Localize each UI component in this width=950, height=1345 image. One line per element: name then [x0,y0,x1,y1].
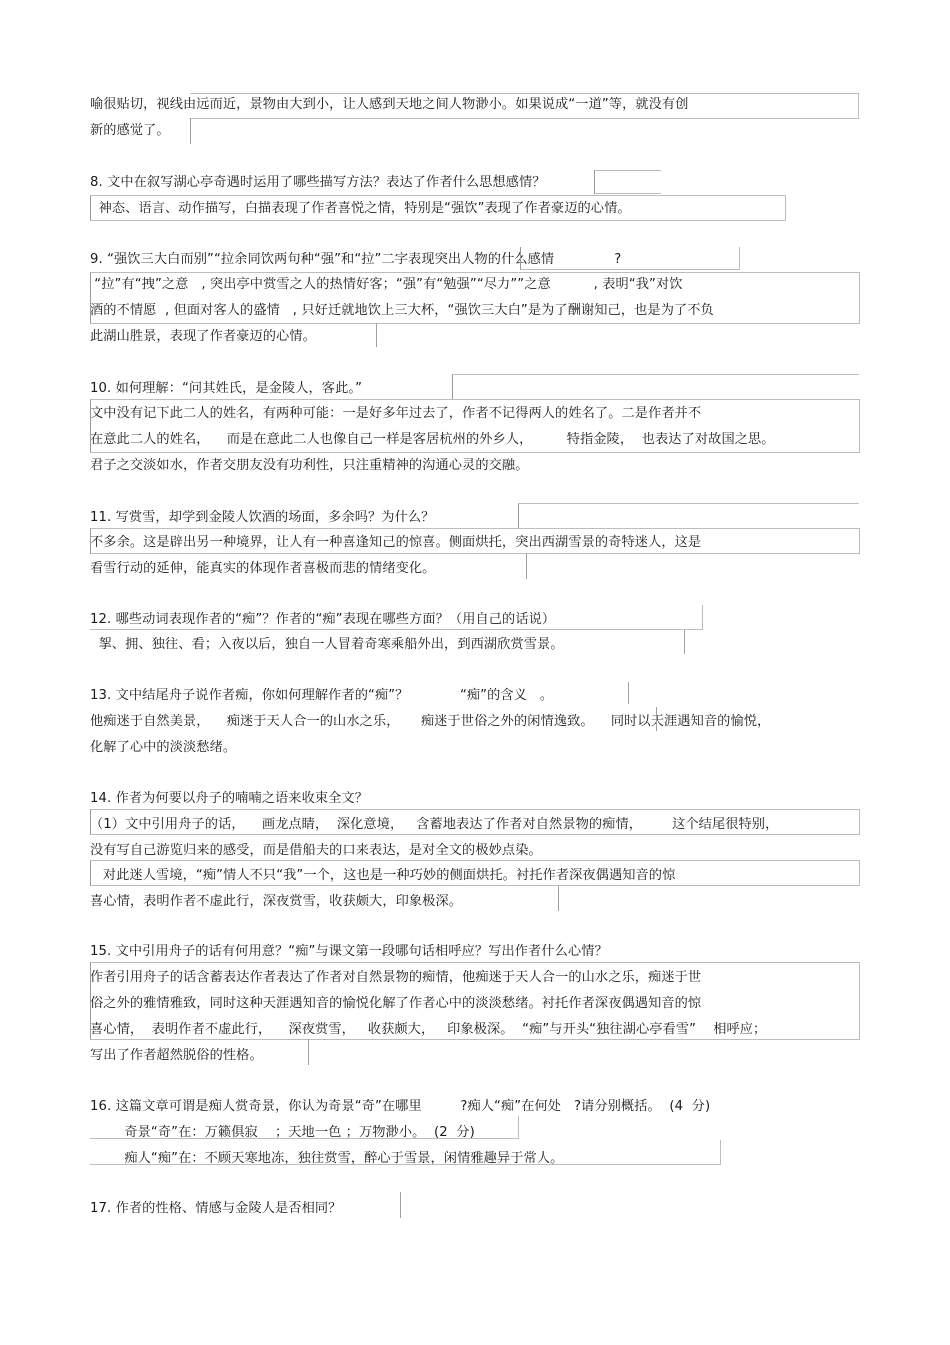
annotation-tick [190,118,191,144]
q9-answer-line-3: 此湖山胜景，表现了作者豪迈的心情。 [90,329,316,344]
q12-answer-line-1: 挐、拥、独往、看；入夜以后，独自一人冒着奇寒乘船外出，到西湖欣赏雪景。 [90,637,564,652]
q13-answer-line-1: 他痴迷于自然美景， 痴迷于天人合一的山水之乐， 痴迷于世俗之外的闲情逸致。 同时以天涯遇知音的愉悦， [90,714,771,729]
q10-answer-line-2: 在意此二人的姓名， 而是在意此二人也像自己一样是客居杭州的外乡人， 特指金陵， 也表达了对故国之思。 [90,432,775,447]
annotation-tick [628,682,629,704]
q14-answer-line-1: （1）文中引用舟子的话， 画龙点睛， 深化意境， 含蓄地表达了作者对自然景物的痴情， 这个结尾很特别， [90,817,779,832]
q14-answer-line-2: 没有写自己游览归来的感受，而是借船夫的口来表达，是对全文的极妙点染。 [90,843,542,858]
annotation-tick [684,630,685,654]
q13-question: 13. 文中结尾舟子说作者痴，你如何理解作者的“痴”？ “痴”的含义 。 [90,688,554,703]
annotation-box [452,374,859,400]
q12-question: 12. 哪些动词表现作者的“痴”？作者的“痴”表现在哪些方面？（用自己的话说） [90,612,556,627]
q15-answer-line-2: 俗之外的雅情雅致，同时这种天涯遇知音的愉悦化解了作者心中的淡淡愁绪。衬托作者深夜偶遇知音的惊 [90,996,702,1011]
q17-question: 17. 作者的性格、情感与金陵人是否相同？ [90,1201,342,1216]
annotation-tick [526,553,527,579]
q16-answer-line-1: 奇景“奇”在：万籁俱寂 ；天地一色 ；万物渺小。 (2 分) [90,1125,475,1140]
intro-line-2: 新的感觉了。 [90,123,170,138]
q14-answer-line-4: 喜心情，表明作者不虚此行，深夜赏雪，收获颇大，印象极深。 [90,894,463,909]
q10-question: 10. 如何理解：“问其姓氏，是金陵人，客此。” [90,381,363,396]
annotation-tick [376,323,377,347]
q9-question: 9. “强饮三大白而别”“拉余同饮两句种“强”和“拉”二字表现突出人物的什么感情 ? [90,252,622,267]
q9-answer-line-2: 酒的不情愿 , 但面对客人的盛情 , 只好迁就地饮上三大杯，“强饮三大白”是为了酬谢知己，也是为了不负 [90,303,714,318]
q8-answer-line-1: 神态、语言、动作描写，白描表现了作者喜悦之情，特别是“强饮”表现了作者豪迈的心情。 [90,201,631,216]
q11-answer-line-1: 不多余。这是辟出另一种境界，让人有一种喜逢知己的惊喜。侧面烘托，突出西湖雪景的奇特迷人，这是 [90,535,702,550]
q15-question: 15. 文中引用舟子的话有何用意？“痴”与课文第一段哪句话相呼应？写出作者什么心情？ [90,944,608,959]
q13-answer-line-2: 化解了心中的淡淡愁绪。 [90,740,237,755]
annotation-tick [400,1192,401,1218]
q8-question: 8. 文中在叙写湖心亭奇遇时运用了哪些描写方法？表达了作者什么思想感情？ [90,175,546,190]
annotation-box [518,503,859,529]
q15-answer-line-1: 作者引用舟子的话含蓄表达作者表达了作者对自然景物的痴情，他痴迷于天人合一的山水之乐，痴迷于世 [90,970,702,985]
q15-answer-line-3: 喜心情， 表明作者不虚此行， 深夜赏雪， 收获颇大， 印象极深。 “痴”与开头“独往湖心亭看雪” 相呼应； [90,1022,767,1037]
annotation-box [594,170,661,194]
q11-question: 11. 写赏雪，却学到金陵人饮酒的场面，多余吗？为什么？ [90,510,435,525]
q10-answer-line-3: 君子之交淡如水，作者交朋友没有功利性，只注重精神的沟通心灵的交融。 [90,458,529,473]
q10-answer-line-1: 文中没有记下此二人的姓名，有两种可能：一是好多年过去了，作者不记得两人的姓名了。二是作者并不 [90,406,702,421]
q16-question: 16. 这篇文章可谓是痴人赏奇景，你认为奇景“奇”在哪里 ?痴人“痴”在何处 ?请分别概括。 (4 分) [90,1099,711,1114]
intro-line-1: 喻很贴切，视线由远而近，景物由大到小，让人感到天地之间人物渺小。如果说成“一道”等，就没有创 [90,97,689,112]
q9-answer-line-1: “拉”有“拽”之意 , 突出亭中赏雪之人的热情好客；“强”有“勉强”“尽力””之意 , 表明“我”对饮 [90,277,683,292]
q16-answer-line-2: 痴人“痴”在：不顾天寒地冻，独往赏雪，醉心于雪景，闲情雅趣异于常人。 [90,1151,564,1166]
annotation-tick [558,885,559,911]
q11-answer-line-2: 看雪行动的延伸，能真实的体现作者喜极而悲的情绪变化。 [90,561,436,576]
q14-question: 14. 作者为何要以舟子的喃喃之语来收束全文？ [90,791,369,806]
q14-answer-line-3: 对此迷人雪境，“痴”情人不只“我”一个，这也是一种巧妙的侧面烘托。衬托作者深夜偶遇知音的惊 [90,868,676,883]
q15-answer-line-4: 写出了作者超然脱俗的性格。 [90,1048,263,1063]
annotation-tick [308,1039,309,1065]
